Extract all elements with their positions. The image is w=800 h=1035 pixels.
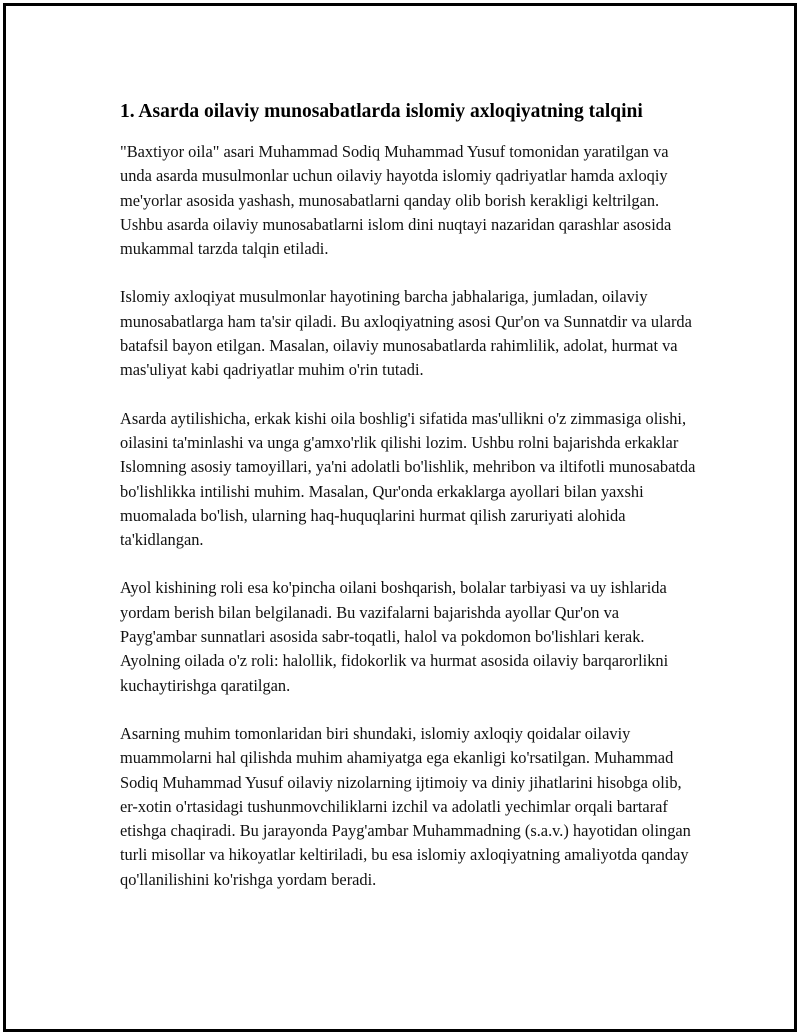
paragraph-3: Asarda aytilishicha, erkak kishi oila boshlig'i sifatida mas'ullikni o'z zimmasiga olishi, oilasini ta'minlashi va unga g'amxo'rlik qilishi lozim. Ushbu rolni bajarishda erkaklar Islomning asosiy tamoyillari, ya'ni adolatli bo'lishlik, mehribon va iltifotli munosabatda bo'lishlikka intilishi muhim. Masalan, Qur'onda erkaklarga ayollari bilan yaxshi muomalada bo'lish, ularning haq-huquqlarini hurmat qilish zaruriyati alohida ta'kidlangan. [120, 408, 696, 550]
paragraph-4: Ayol kishining roli esa ko'pincha oilani boshqarish, bolalar tarbiyasi va uy ishlarida yordam berish bilan belgilanadi. Bu vazifalarni bajarishda ayollar Qur'on va Payg'ambar sunnatlari asosida sabr-toqatli, halol va pokdomon bo'lishlari kerak. Ayolning oilada o'z roli: halollik, fidokorlik va hurmat asosida oilaviy barqarorlikni kuchaytirishga qaratilgan. [120, 578, 669, 695]
section-title: 1. Asarda oilaviy munosabatlarda islomiy axloqiyatning talqini [120, 101, 643, 122]
document-content [120, 98, 698, 916]
paragraph-2: Islomiy axloqiyat musulmonlar hayotining barcha jabhalariga, jumladan, oilaviy munosabatlarga ham ta'sir qiladi. Bu axloqiyatning asosi Qur'on va Sunnatdir va ularda batafsil bayon etilgan. Masalan, oilaviy munosabatlarda rahimlilik, adolat, hurmat va mas'uliyat kabi qadriyatlar muhim o'rin tutadi. [120, 287, 692, 380]
paragraph-5: Asarning muhim tomonlaridan biri shundaki, islomiy axloqiy qoidalar oilaviy muammolarni hal qilishda muhim ahamiyatga ega ekanligi ko'rsatilgan. Muhammad Sodiq Muhammad Yusuf oilaviy nizolarning ijtimoiy va diniy jihatlarini hisobga olib, er-xotin o'rtasidagi tushunmovchiliklarni izchil va adolatli yechimlar orqali bartaraf etishga chaqiradi. Bu jarayonda Payg'ambar Muhammadning (s.a.v.) hayotidan olingan turli misollar va hikoyatlar keltiriladi, bu esa islomiy axloqiyatning amaliyotda qanday qo'llanilishini ko'rishga yordam beradi. [120, 723, 691, 889]
document-page [3, 3, 797, 1032]
paragraph-1: "Baxtiyor oila" asari Muhammad Sodiq Muhammad Yusuf tomonidan yaratilgan va unda asarda musulmonlar uchun oilaviy hayotda islomiy qadriyatlar hamda axloqiy me'yorlar asosida yashash, munosabatlarni qanday olib borish kerakligi keltrilgan. Ushbu asarda oilaviy munosabatlarni islom dini nuqtayi nazaridan qarashlar asosida mukammal tarzda talqin etiladi. [120, 142, 672, 259]
